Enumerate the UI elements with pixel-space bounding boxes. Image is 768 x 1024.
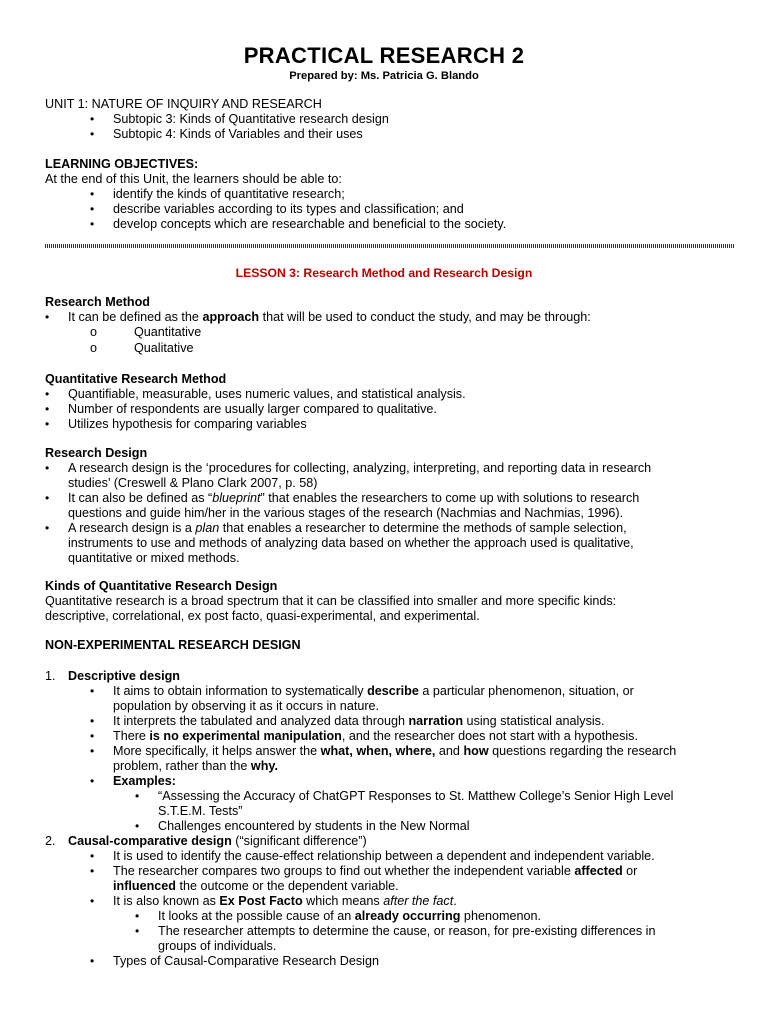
document-title: PRACTICAL RESEARCH 2 bbox=[243, 43, 525, 68]
kinds-paragraph: Quantitative research is a broad spectrum that it can be classified into smaller and more specific kinds: descriptive, correlational, ex post facto, quasi-experimental, and experimental. bbox=[45, 594, 617, 623]
research-method-heading: Research Method bbox=[45, 295, 150, 309]
list-item: • More specifically, it helps answer the what, when, where, and how questions regarding the research problem, rather than the why. bbox=[113, 744, 734, 774]
list-item: • It can be defined as the approach that will be used to conduct the study, and may be through: bbox=[68, 310, 734, 325]
objectives-intro: At the end of this Unit, the learners should be able to: bbox=[45, 172, 342, 186]
list-item: • Utilizes hypothesis for comparing variables bbox=[68, 417, 734, 432]
non-experimental-section bbox=[45, 638, 734, 653]
list-item: • It is also known as Ex Post Facto which means after the fact. • It looks at the possible cause of an already occurring phenomenon. • The researcher attempts to determine the cause, or reason, for pre-existing differences in groups of individuals. bbox=[113, 894, 734, 954]
quant-method-heading: Quantitative Research Method bbox=[45, 372, 227, 386]
list-item: • identify the kinds of quantitative research; bbox=[113, 187, 734, 202]
list-item: • A research design is the ‘procedures for collecting, analyzing, interpreting, and reporting data in research studies’ (Creswell & Plano Clark 2007, p. 58) bbox=[68, 461, 734, 491]
causal-bullets bbox=[113, 849, 734, 969]
list-item: • “Assessing the Accuracy of ChatGPT Responses to St. Matthew College’s Senior High Level S.T.E.M. Tests” bbox=[158, 789, 734, 819]
list-item: • The researcher attempts to determine the cause, or reason, for pre-existing differences in groups of individuals. bbox=[158, 924, 734, 954]
quant-method-list bbox=[68, 387, 734, 432]
section-divider bbox=[45, 244, 734, 248]
research-design-section bbox=[45, 446, 734, 566]
list-item: • Quantifiable, measurable, uses numeric values, and statistical analysis. bbox=[68, 387, 734, 402]
prepared-by: Prepared by: Ms. Patricia G. Blando bbox=[289, 70, 479, 82]
list-item: o Quantitative bbox=[134, 325, 734, 340]
lesson-title: LESSON 3: Research Method and Research Design bbox=[235, 266, 533, 280]
list-item: • There is no experimental manipulation, and the researcher does not start with a hypothesis. bbox=[113, 729, 734, 744]
objectives-section bbox=[45, 157, 734, 232]
quant-method-section bbox=[45, 372, 734, 432]
list-item: • Subtopic 3: Kinds of Quantitative research design bbox=[113, 112, 734, 127]
list-item-descriptive: 1. Descriptive design • It aims to obtain information to systematically describe a particular phenomenon, situation, or population by observing it as it occurs in nature. • It interprets the tabulated and analyzed data through narration using statistical analysis. • There is no experimental manipulation, and the researcher does not start with a hypothesis. • More specifically, it helps answer the what, when, where, and how questions regarding the research problem, rather than the why. • Examples: • “Assessing the Accuracy of ChatGPT Responses to St. Matthew College’s Senior High Level S.T.E.M. Tests” • Challenges encountered by students in the New Normal bbox=[68, 669, 734, 834]
list-item: • A research design is a plan that enables a researcher to determine the methods of sample selection, instruments to use and methods of analyzing data based on whether the approach used is qualitative, quantitative or mixed methods. bbox=[68, 521, 734, 566]
research-design-list bbox=[68, 461, 734, 566]
list-item: • develop concepts which are researchable and beneficial to the society. bbox=[113, 217, 734, 232]
list-item-examples: • Examples: • “Assessing the Accuracy of ChatGPT Responses to St. Matthew College’s Senior High Level S.T.E.M. Tests” • Challenges encountered by students in the New Normal bbox=[113, 774, 734, 834]
causal-title: Causal-comparative design bbox=[68, 834, 232, 848]
ex-post-facto-list bbox=[158, 909, 734, 954]
list-item: • It aims to obtain information to systematically describe a particular phenomenon, situation, or population by observing it as it occurs in nature. bbox=[113, 684, 734, 714]
research-method-section bbox=[45, 295, 734, 356]
research-method-list bbox=[68, 310, 734, 325]
method-options-list bbox=[134, 325, 734, 356]
kinds-heading: Kinds of Quantitative Research Design bbox=[45, 579, 278, 593]
examples-list bbox=[158, 789, 734, 834]
descriptive-bullets bbox=[113, 684, 734, 834]
design-types-list bbox=[45, 669, 734, 969]
descriptive-title: Descriptive design bbox=[68, 669, 180, 683]
list-item: • describe variables according to its types and classification; and bbox=[113, 202, 734, 217]
design-types-section bbox=[45, 669, 734, 969]
objectives-heading: LEARNING OBJECTIVES: bbox=[45, 157, 199, 171]
non-experimental-heading: NON-EXPERIMENTAL RESEARCH DESIGN bbox=[45, 638, 301, 652]
list-item: • The researcher compares two groups to find out whether the independent variable affected or influenced the outcome or the dependent variable. bbox=[113, 864, 734, 894]
list-item: • Number of respondents are usually larger compared to qualitative. bbox=[68, 402, 734, 417]
list-item: • Types of Causal-Comparative Research Design bbox=[113, 954, 734, 969]
unit-heading: UNIT 1: NATURE OF INQUIRY AND RESEARCH bbox=[45, 97, 322, 111]
list-item: • It looks at the possible cause of an already occurring phenomenon. bbox=[158, 909, 734, 924]
list-item: o Qualitative bbox=[134, 341, 734, 356]
subtopic-list bbox=[113, 112, 734, 142]
list-item: • Subtopic 4: Kinds of Variables and their uses bbox=[113, 127, 734, 142]
research-design-heading: Research Design bbox=[45, 446, 148, 460]
list-item: • It is used to identify the cause-effect relationship between a dependent and independent variable. bbox=[113, 849, 734, 864]
list-item: • It interprets the tabulated and analyzed data through narration using statistical analysis. bbox=[113, 714, 734, 729]
unit-section bbox=[45, 97, 734, 142]
kinds-section bbox=[45, 579, 734, 624]
list-item: • Challenges encountered by students in the New Normal bbox=[158, 819, 734, 834]
list-item: • It can also be defined as “blueprint” that enables the researchers to come up with solutions to research questions and guide him/her in the various stages of the research (Nachmias and Nachmias, 1996). bbox=[68, 491, 734, 521]
objectives-list bbox=[113, 187, 734, 232]
list-item-causal: 2. Causal-comparative design (“significant difference”) • It is used to identify the cause-effect relationship between a dependent and independent variable. • The researcher compares two groups to find out whether the independent variable affected or influenced the outcome or the dependent variable. • It is also known as Ex Post Facto which means after the fact. • It looks at the possible cause of an already occurring phenomenon. • The researcher attempts to determine the cause, or reason, for pre-existing differences in groups of individuals. • Types of Causal-Comparative Research Design bbox=[68, 834, 734, 969]
